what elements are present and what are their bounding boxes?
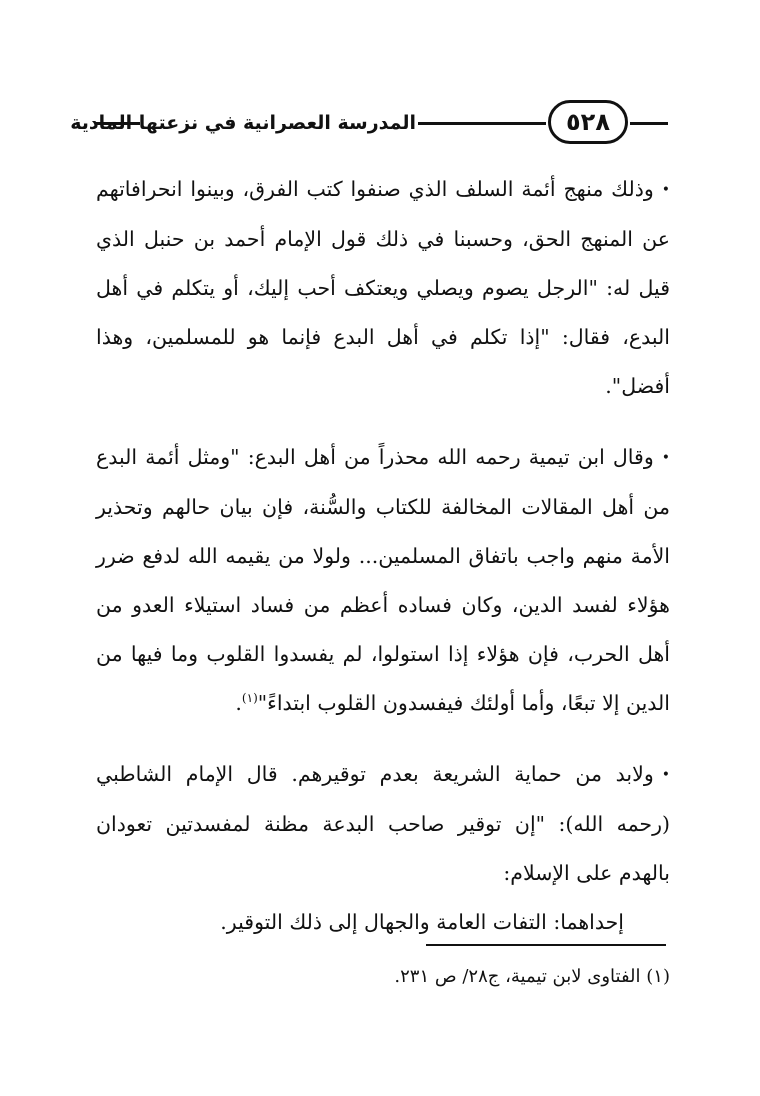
paragraph-3 [96,750,670,898]
paragraph-end-mark: . [235,691,242,715]
paragraph-2 [96,433,670,728]
footnote-separator [426,944,666,946]
header-rule-right [630,122,668,125]
bullet-icon: • [661,450,670,466]
paragraph-text: وقال ابن تيمية رحمه الله محذراً من أهل البدع: "ومثل أئمة البدع من أهل المقالات المخالفة للكتاب والسُّنة، فإن بيان حالهم وتحذير الأمة منهم واجب باتفاق المسلمين... ولولا من يقيمه الله لدفع ضرر هؤلاء لفسد الدين، وكان فساده أعظم من فساد استيلاء العدو من أهل الحرب، فإن هؤلاء إذا استولوا، لم يفسدوا القلوب وما فيها من الدين إلا تبعًا، وأما أولئك فيفسدون القلوب ابتداءً" [96,445,670,715]
running-title: المدرسة العصرانية في نزعتها المادية [70,112,416,134]
paragraph-4 [96,898,670,947]
paragraph-text: وذلك منهج أئمة السلف الذي صنفوا كتب الفرق، وبينوا انحرافاتهم عن المنهج الحق، وحسبنا في ذلك قول الإمام أحمد بن حنبل الذي قيل له: "الرجل يصوم ويصلي ويعتكف أحب إليك، أو يتكلم في أهل البدع، فقال: "إذا تكلم في أهل البدع فإنما هو للمسلمين، وهذا أفضل". [96,177,670,398]
header-rule-middle [418,122,546,125]
page-number-badge: ٥٢٨ [548,100,628,144]
paragraph-text: ولابد من حماية الشريعة بعدم توقيرهم. قال الإمام الشاطبي (رحمه الله): "إن توقير صاحب البدعة مظنة لمفسدتين تعودان بالهدم على الإسلام: [96,762,670,885]
paragraph-1 [96,165,670,411]
footnote-reference: (١) [241,691,258,706]
paragraph-text: إحداهما: التفات العامة والجهال إلى ذلك التوقير. [220,910,624,934]
body-text [96,165,670,947]
page-header [70,96,670,152]
bullet-icon: • [661,182,670,198]
footnote: (١) الفتاوى لابن تيمية، ج٢٨/ ص ٢٣١. [394,966,670,987]
bullet-icon: • [661,767,670,783]
